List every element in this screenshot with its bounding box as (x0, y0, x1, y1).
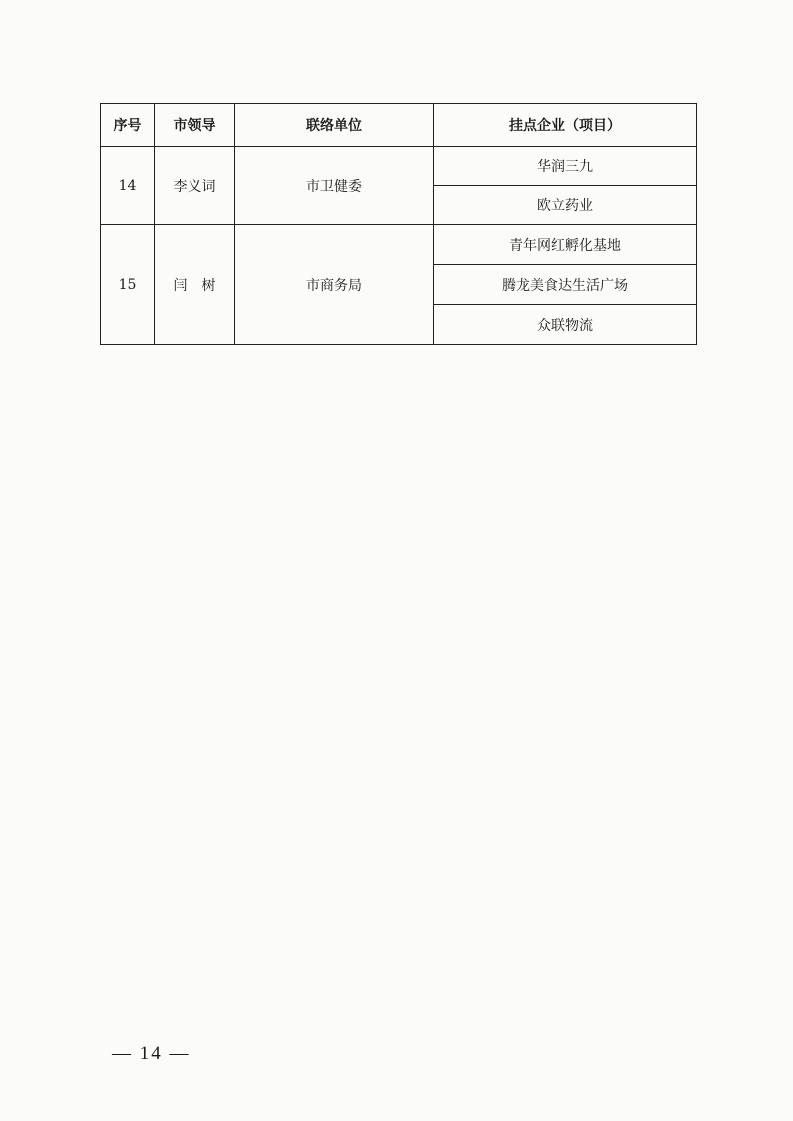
header-no: 序号 (101, 104, 155, 147)
header-enterprise: 挂点企业（项目） (434, 104, 697, 147)
cell-leader: 李义词 (155, 147, 235, 225)
table-header-row (101, 104, 697, 147)
cell-enterprise: 众联物流 (434, 305, 697, 345)
cell-leader: 闫 树 (155, 225, 235, 345)
cell-no: 15 (101, 225, 155, 345)
page-number: — 14 — (112, 1043, 191, 1064)
header-unit: 联络单位 (235, 104, 434, 147)
leader-enterprise-table (100, 103, 697, 345)
cell-enterprise: 青年网红孵化基地 (434, 225, 697, 265)
cell-enterprise: 腾龙美食达生活广场 (434, 265, 697, 305)
table-row (101, 147, 697, 186)
cell-no: 14 (101, 147, 155, 225)
header-leader: 市领导 (155, 104, 235, 147)
cell-enterprise: 华润三九 (434, 147, 697, 186)
cell-unit: 市商务局 (235, 225, 434, 345)
table-row (101, 225, 697, 265)
cell-enterprise: 欧立药业 (434, 186, 697, 225)
cell-unit: 市卫健委 (235, 147, 434, 225)
